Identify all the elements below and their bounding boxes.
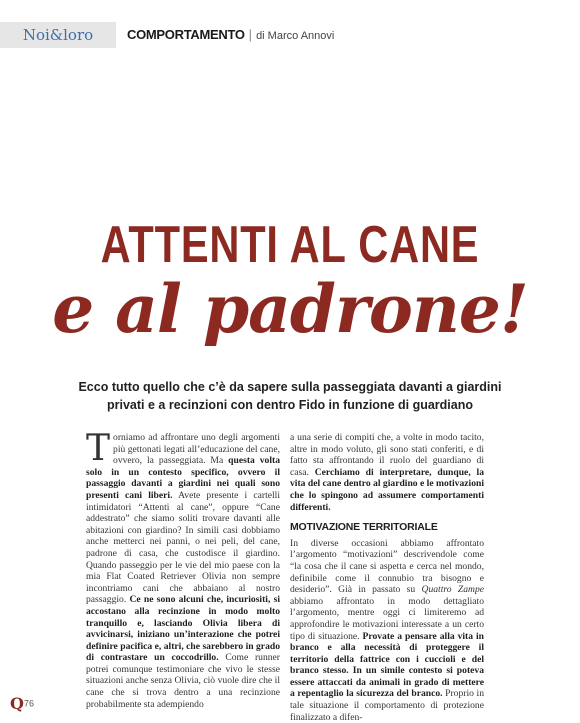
page-footer xyxy=(10,694,34,714)
text-run: abbiamo affrontato in modo dettagliato l’argomento, mentre oggi ci limiteremo ad approfondire le motivazioni interessate a un certo tipo di situazione. xyxy=(290,595,484,642)
text-run: Avete presente i cartelli intimidatori “Attenti al cane”, oppure “Cane addestrato” che siamo soliti trovare davanti alle abitazioni con giardino? In simili casi dobbiamo anche metterci nei panni, o nei peli, del cane, padrone di casa, che custodisce il giardino. Quando passeggio per le vie del mio paese con la mia Flat Coated Retriever Olivia non sempre incontriamo cani che abbaiano al nostro passaggio. xyxy=(86,489,280,606)
headline-line-1: ATTENTI AL CANE xyxy=(100,216,480,274)
page-number: 76 xyxy=(23,698,34,709)
text-run: Come runner potrei comunque testimoniare che vivo le stesse situazioni anche senza Olivia, ciò vuole dire che il cane che si trova dentro a una recinzione probabilmente sta adempiendo xyxy=(86,652,280,710)
article-subtitle: Ecco tutto quello che c’è da sapere sulla passeggiata davanti a giardini privati e a recinzioni con dentro Fido in funzione di guardiano xyxy=(78,380,502,412)
section-label xyxy=(127,22,334,48)
magazine-logo-icon: Q xyxy=(10,694,24,713)
paragraph xyxy=(86,428,281,710)
section-separator: | xyxy=(248,27,253,42)
section-subheading: MOTIVAZIONE TERRITORIALE xyxy=(290,521,438,534)
page-header xyxy=(0,22,580,48)
text-run: In diverse occasioni abbiamo affrontato l’argomento “motivazioni” descrivendole come “la cosa che il cane si aspetta e cerca nel mondo, definibile come il connubio tra bisogno e desiderio”. Già in passato su xyxy=(290,537,484,596)
paragraph xyxy=(290,538,484,723)
section-name: COMPORTAMENTO xyxy=(127,27,245,42)
headline-line-2: e al padrone! xyxy=(52,270,528,348)
text-run-bold: Provate a pensare alla vita in branco e alla necessità di proteggere il territorio della fattrice con i cuccioli e del branco stesso. In un simile contesto si poteva essere attaccati da animali in grado di mettere a repentaglio la sicurezza del branco. xyxy=(290,630,484,700)
text-run: Proprio in tale situazione il comportamento di protezione finalizzato a difen- xyxy=(290,688,484,723)
text-run-bold: questa volta solo in un contesto specifico, ovvero il passaggio davanti a giardini nei quali sono presenti cani liberi. xyxy=(86,455,281,501)
drop-cap: T xyxy=(86,428,111,469)
author-byline: di Marco Annovi xyxy=(256,30,335,42)
paragraph xyxy=(290,432,484,513)
article-column-left xyxy=(86,428,281,710)
magazine-name: Quattro Zampe xyxy=(421,584,484,596)
text-run: a una serie di compiti che, a volte in modo tacito, altre in modo voluto, gli sono stati conferiti, e di fatto sta affrontando il ruolo del guardiano di casa. xyxy=(290,432,484,478)
text-run-bold: Cerchiamo di interpretare, dunque, la vita del cane dentro al giardino e le motivazioni che lo spingono ad assumere comportamenti differenti. xyxy=(290,466,484,513)
text-run-bold: Ce ne sono alcuni che, incuriositi, si accostano alla recinzione in modo molto tranquillo e, lasciando Olivia libera di avvicinarsi, iniziano un’interazione che potrei definire pacifica e, altri, che sarebbero in grado di contrastare un coccodrillo. xyxy=(86,594,280,664)
article-column-right xyxy=(290,432,484,723)
text-run: orniamo ad affrontare uno degli argomenti più gettonati legati all’educazione del cane, ovvero, la passeggiata. Ma xyxy=(113,432,280,467)
column-tag: Noi&loro xyxy=(0,22,116,48)
